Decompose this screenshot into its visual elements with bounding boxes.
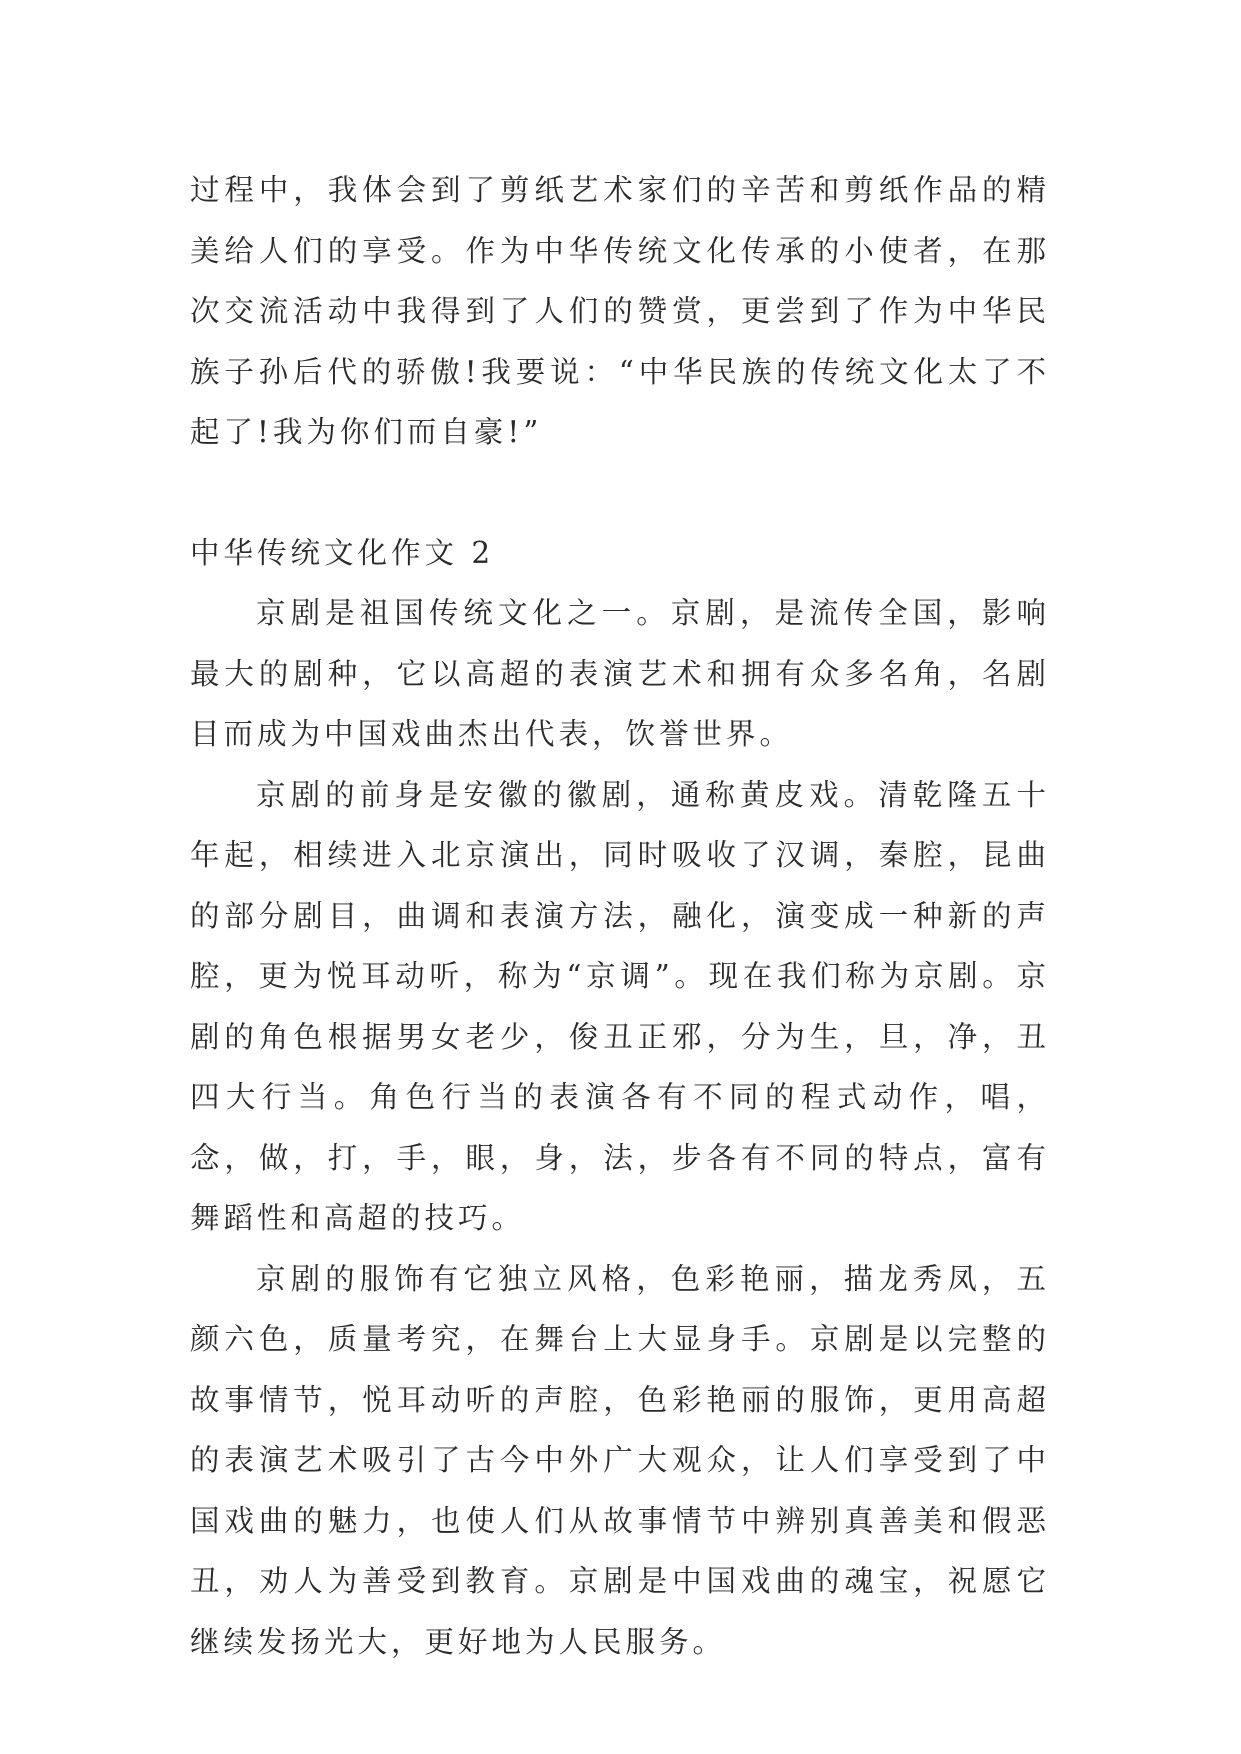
document-body xyxy=(190,160,1050,1672)
section-heading: 中华传统文化作文 2 xyxy=(190,535,495,570)
paragraph-3: 京剧的服饰有它独立风格，色彩艳丽，描龙秀凤，五颜六色，质量考究，在舞台上大显身手。京剧是以完整的故事情节，悦耳动听的声腔，色彩艳丽的服饰，更用高超的表演艺术吸引了古今中外广大观众，让人们享受到了中国戏曲的魅力，也使人们从故事情节中辨别真善美和假恶丑，劝人为善受到教育。京剧是中国戏曲的魂宝，祝愿它继续发扬光大，更好地为人民服务。 xyxy=(190,1261,1050,1659)
paragraph-2: 京剧的前身是安徽的徽剧，通称黄皮戏。清乾隆五十年起，相续进入北京演出，同时吸收了汉调，秦腔，昆曲的部分剧目，曲调和表演方法，融化，演变成一种新的声腔，更为悦耳动听，称为“京调”。现在我们称为京剧。京剧的角色根据男女老少，俊丑正邪，分为生，旦，净，丑四大行当。角色行当的表演各有不同的程式动作，唱，念，做，打，手，眼，身，法，步各有不同的特点，富有舞蹈性和高超的技巧。 xyxy=(190,777,1050,1235)
paragraph-1: 京剧是祖国传统文化之一。京剧，是流传全国，影响最大的剧种，它以高超的表演艺术和拥有众多名角，名剧目而成为中国戏曲杰出代表，饮誉世界。 xyxy=(190,596,1050,751)
intro-paragraph: 过程中，我体会到了剪纸艺术家们的辛苦和剪纸作品的精美给人们的享受。作为中华传统文化传承的小使者，在那次交流活动中我得到了人们的赞赏，更尝到了作为中华民族子孙后代的骄傲!我要说：“中华民族的传统文化太了不起了!我为你们而自豪!” xyxy=(190,173,1050,449)
